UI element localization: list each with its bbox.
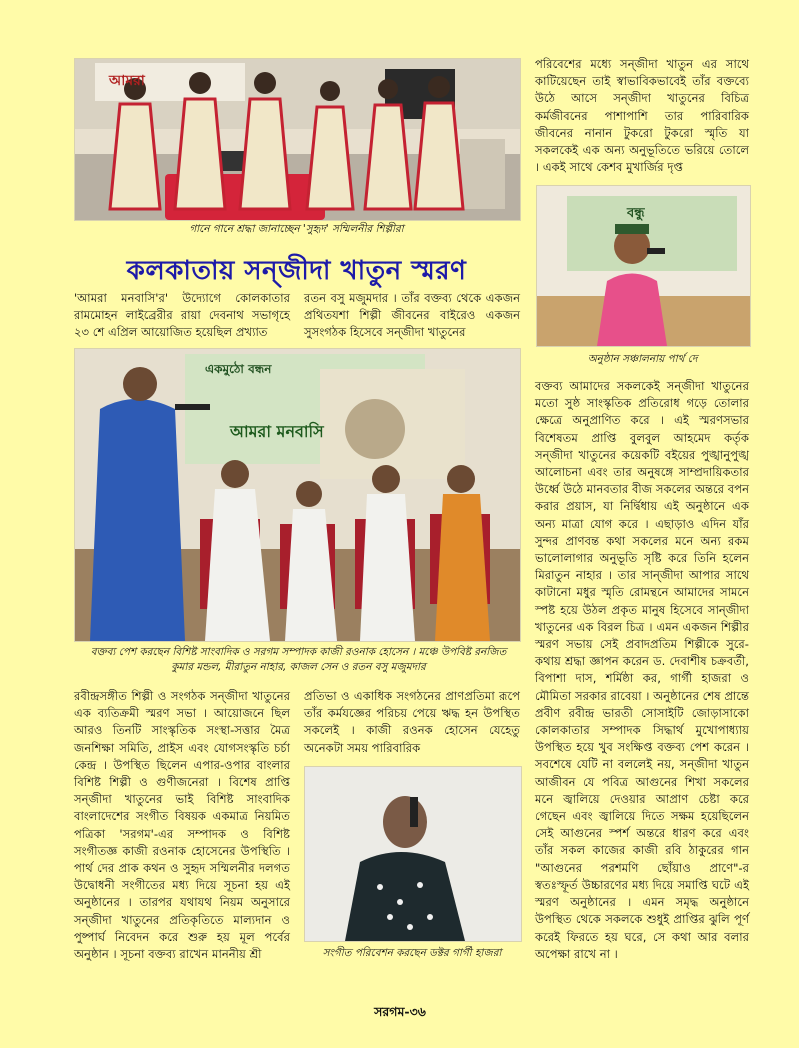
- caption-singers: গানে গানে শ্রদ্ধা জানাচ্ছেন 'সুহৃদ' সম্মিলনীর শিল্পীরা: [189, 223, 404, 235]
- solo-singer-illustration: [305, 767, 521, 941]
- intro-right-text: রতন বসু মজুমদার । তাঁর বক্তব্য থেকে একজন প্রথিতযশা শিল্পী জীবনের বাইরেও একজন সুসংগঠক হিসেবে সন্‌জীদা খাতুনের: [304, 291, 520, 340]
- speaker-illustration: [75, 349, 520, 641]
- caption-speaker: বক্তব্য পেশ করছেন বিশিষ্ট সাংবাদিক ও সরগম সম্পাদক কাজী রওনাক হোসেন । মঞ্চে উপবিষ্ট রনজিত কুমার মন্ডল, মীরাতুন নাহার, কাজল সেন ও রতন বসু মজুমদার: [90, 646, 507, 673]
- page-footer: সরগম-৩৬: [374, 1004, 426, 1019]
- photo-host-banner: বন্ধু: [627, 206, 645, 221]
- caption-solo-singer: সংগীত পরিবেশন করছেন ডক্টর গার্গী হাজরা: [322, 947, 502, 959]
- bottom-mid-text: প্রতিভা ও একাধিক সংগঠনের প্রাণপ্রতিমা রূপে তাঁর কর্মযজ্ঞের পরিচয় পেয়ে ঋদ্ধ হন উপস্থিত সকলেই । কাজী রওনক হোসেন যেহেতু অনেকটা সময় পারিবারিক: [304, 689, 520, 755]
- right-main-text: বক্তব্য আমাদের সকলকেই সন্‌জীদা খাতুনের মতো সুষ্ঠ সাংস্কৃতিক প্রতিরোধ গড়ে তোলার ক্ষেত্রে অনুপ্রাণিত করে । এই স্মরণসভার বিশেষতম প্রাপ্তি বুলবুল আহমেদ কর্তৃক সন্‌জীদা খাতুনের কয়েকটি বইয়ের পুঙ্খানুপুঙ্খ আলোচনা এবং তার অনুষঙ্গে সাম্প্রদায়িকতার উর্ধ্বে উঠে মানবতার বীজ সকলের অন্তরে বপন করার প্রয়াস, যা নির্দ্বিধায় এই অনুষ্ঠানে এক অন্য মাত্রা যোগ করে । এছাড়াও এদিন যাঁর সুন্দর প্রাণবন্ত কথা সকলের মনে অন্য রকম ভালোলাগার অনুভূতি সৃষ্টি করে তিনি হলেন মিরাতুন নাহার । তার সান্‌জীদা আপার সাথে কাটানো মধুর স্মৃতি রোমন্থনে আমাদের সামনে স্পষ্ট হয়ে উঠল প্রকৃত মানুষ হিসেবে সান্‌জীদা খাতুনের এক বিরল চিত্র । এমন একজন শিল্পীর স্মরণ সভায় সেই প্রবাদপ্রতিম শিল্পীকে সুরে-কথায় শ্রদ্ধা জ্ঞাপন করেন ড. দেবাশীষ চক্রবর্তী, বিপাশা দাস, শর্মিষ্ঠা কর, গার্গী হাজরা ও মৌমিতা সরকার রাবেয়া । অনুষ্ঠানের শেষ প্রান্তে প্রবীণ রবীন্দ্র ভারতী সোসাইটি জোড়াসাকো কোলকাতার সম্পাদক সিদ্ধার্থ মুখোপাধ্যায় উপস্থিত হয়ে খুব সংক্ষিপ্ত বক্তব্য পেশ করেন । সবশেষে যেটি না বললেই নয়, সন্‌জীদা খাতুন আজীবন যে পবিত্র আগুনের শিখা সকলের মনে জ্বালিয়ে দেওয়ার আপ্রাণ চেষ্টা করে গেছেন এবং জ্বালিয়ে দিতে সক্ষম হয়েছিলেন সেই আগুনের স্পর্শ অন্তরে ধারণ করে এবং তাঁর সকল কাজের কাজী রবি ঠাকুরের গান "আগুনের পরশমণি ছোঁয়াও প্রাণে"-র স্বতঃস্ফূর্ত উচ্চারণের মধ্য দিয়ে সমাপ্তি ঘটে এই স্মরণ অনুষ্ঠানের । এমন সমৃদ্ধ অনুষ্ঠানে উপস্থিত থেকে সকলকে শুধুই প্রাপ্তির ঝুলি পূর্ণ করেই ফিরতে হয় ঘরে, সে কথা আর বলার অপেক্ষা রাখে না ।: [535, 379, 749, 961]
- photo-speaker-banner2: আমরা মনবাসি: [230, 422, 324, 441]
- caption-host: অনুষ্ঠান সঞ্চালনায় পার্থ দে: [587, 353, 698, 365]
- photo-speaker-banner1: একমুঠো বন্ধন: [205, 362, 272, 376]
- photo-speaker: [74, 348, 521, 642]
- intro-left-text: 'আমরা মনবাসি'র' উদ্যোগে কোলকাতার রামমোহন লাইব্রেরীর রায়া দেবনাথ সভাগৃহে ২৩ শে এপ্রিল আয়োজিত হয়েছিল প্রখ্যাত: [74, 291, 290, 340]
- photo-singers: [74, 58, 521, 221]
- photo-singer-solo: [304, 766, 522, 942]
- photo-host: [536, 185, 751, 347]
- bottom-left-text: রবীন্দ্রসঙ্গীত শিল্পী ও সংগঠক সন্‌জীদা খাতুনের এক ব্যতিক্রমী স্মরণ সভা । আয়োজনে ছিল আরও তিনটি সাংস্কৃতিক সংস্থা-সত্তার মৈত্র জনশিক্ষা সমিতি, প্রাইস এবং যোগসংস্কৃতি চর্চা কেন্দ্র । উপস্থিত ছিলেন এপার-ওপার বাংলার বিশিষ্ট শিল্পী ও গুণীজনেরা । বিশেষ প্রাপ্তি সন্‌জীদা খাতুনের ভাই বিশিষ্ট সাংবাদিক বাংলাদেশের সংগীত বিষয়ক একমাত্র নিয়মিত পত্রিকা 'সরগম'-এর সম্পাদক ও বিশিষ্ট সংগীতজ্ঞ কাজী রওনাক হোসেনের উপস্থিতি । পার্থ দের প্রাক কথন ও সুহৃদ সম্মিলনীর দলগত উদ্বোধনী সংগীতের মধ্য দিয়ে সূচনা হয় এই অনুষ্ঠানের । তারপর যথাযথ নিয়ম অনুসারে সন্‌জীদা খাতুনের প্রতিকৃতিতে মাল্যদান ও পুষ্পার্ঘ নিবেদন করে শুরু হয় মূল পর্বের অনুষ্ঠান । সূচনা বক্তব্য রাখেন মাননীয় শ্রী: [74, 689, 290, 962]
- photo-banner-text: আমরা: [109, 73, 145, 89]
- headline: কলকাতায় সন্‌জীদা খাতুন স্মরণ: [126, 256, 467, 286]
- top-right-text: পরিবেশের মধ্যে সন্‌জীদা খাতুন এর সাথে কাটিয়েছেন তাই স্বাভাবিকভাবেই তাঁর বক্তব্যে উঠে আসে সন্‌জীদা খাতুনের বিচিত্র কর্মজীবনের পাশাপাশি তার পারিবারিক জীবনের নানান টুকরো টুকরো স্মৃতি যা সকলকেই এক অন্য অনুভূতিতে ভরিয়ে তোলে । একই সাথে কেশব মুখার্জির দৃপ্ত: [535, 57, 749, 175]
